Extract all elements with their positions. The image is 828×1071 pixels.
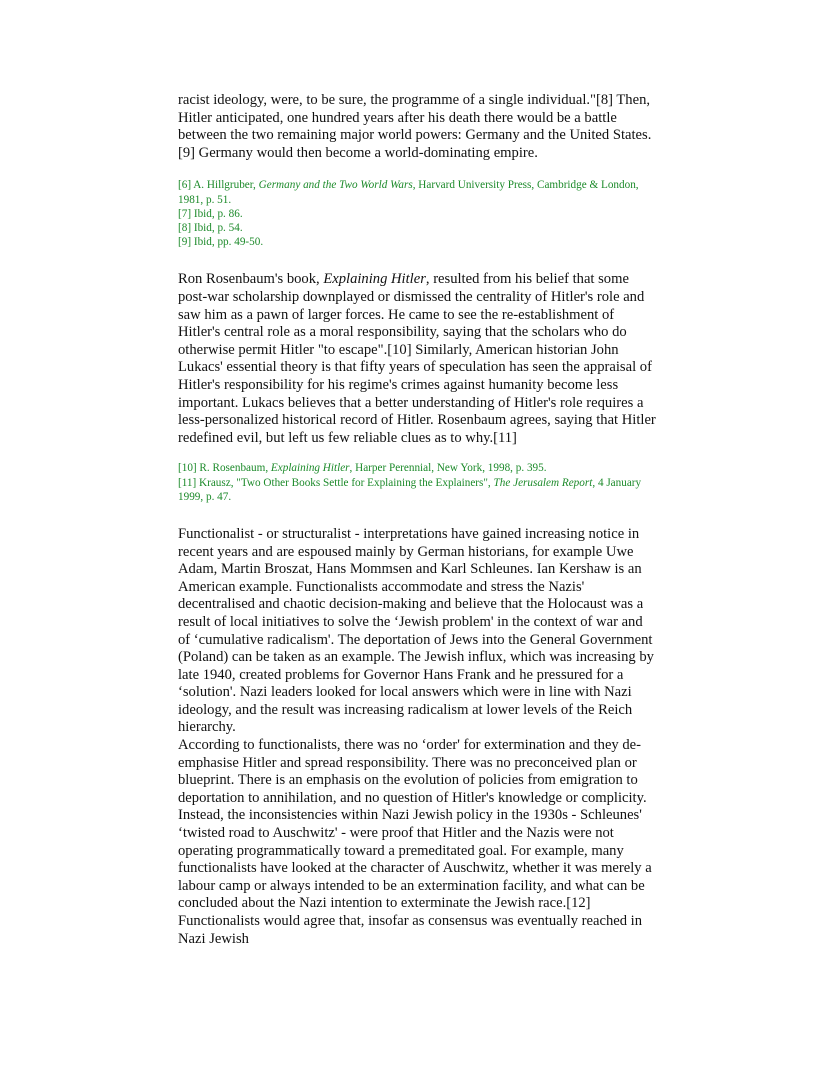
- footnote-8: [8] Ibid, p. 54.: [178, 221, 243, 234]
- paragraph-functionalist-continued: According to functionalists, there was no ‘order' for extermination and they de-emphasise Hitler and spread responsibility. There was no preconceived plan or blueprint. There is an emphasis on the evolution of policies from emigration to deportation to annihilation, and no question of Hitler's knowledge or complicity. Instead, the inconsistencies within Nazi Jewish policy in the 1930s - Schleunes' ‘twisted road to Auschwitz' - were proof that Hitler and the Nazis were not operating programmatically toward a premeditated goal. For example, many functionalists have looked at the character of Auschwitz, whether it was merely a labour camp or always intended to be an extermination facility, and what can be concluded about the Nazi intention to exterminate the Jewish race.[12] Functionalists would agree that, insofar as consensus was eventually reached in Nazi Jewish: [178, 737, 652, 947]
- footnote-11-title: The Jerusalem Report: [493, 476, 593, 489]
- footnote-9: [9] Ibid, pp. 49-50.: [178, 236, 264, 249]
- footnote-6-details: , Harvard University Press, Cambridge & London, 1981, p. 51.: [178, 179, 639, 206]
- paragraph-rosenbaum-body: , resulted from his belief that some post-war scholarship downplayed or dismissed the centrality of Hitler's role and saw him as a pawn of larger forces. He came to see the re-establishment of Hitler's central role as a moral responsibility, saying that the scholars who do otherwise permit Hitler "to escape".[10] Similarly, American historian John Lukacs' essential theory is that fifty years of speculation has seen the appraisal of Hitler's responsibility for his regime's crimes against humanity become less important. Lukacs believes that a better understanding of Hitler's role requires a less-personalized historical record of Hitler. Rosenbaum agrees, saying that Hitler redefined evil, but left us few reliable clues as to why.[11]: [178, 271, 656, 446]
- footnote-6-title: Germany and the Two World Wars: [258, 179, 413, 192]
- footnote-11-text: [11] Krausz, "Two Other Books Settle for Explaining the Explainers",: [178, 476, 494, 489]
- footnotes-group-2: [178, 461, 658, 504]
- paragraph-functionalist: Functionalist - or structuralist - interpretations have gained increasing notice in recent years and are espoused mainly by German historians, for example Uwe Adam, Martin Broszat, Hans Mommsen and Karl Schleunes. Ian Kershaw is an American example. Functionalists accommodate and stress the Nazis' decentralised and chaotic decision-making and believe that the Holocaust was a result of local initiatives to solve the ‘Jewish problem' in the context of war and of ‘cumulative radicalism'. The deportation of Jews into the General Government (Poland) can be taken as an example. The Jewish influx, which was increasing by late 1940, created problems for Governor Hans Frank and he pressured for a ‘solution'. Nazi leaders looked for local answers which were in line with Nazi ideology, and the result was increasing radicalism at lower levels of the Reich hierarchy.: [178, 525, 654, 736]
- paragraph-hillgruber-summary: racist ideology, were, to be sure, the programme of a single individual."[8] Then, Hitler anticipated, one hundred years after his death there would be a battle between the two remaining major world powers: Germany and the United States.[9] Germany would then become a world-dominating empire.: [178, 92, 652, 161]
- footnotes-group-1: [178, 178, 658, 249]
- footnote-10: [178, 461, 658, 475]
- footnote-10-text: [10] R. Rosenbaum,: [178, 462, 271, 475]
- paragraph-rosenbaum-intro: Ron Rosenbaum's book,: [178, 271, 324, 288]
- footnote-10-title: Explaining Hitler: [270, 462, 350, 475]
- book-title: Explaining Hitler: [323, 271, 426, 288]
- footnote-6: [178, 178, 658, 206]
- document-page: [178, 92, 658, 948]
- footnote-11-details: , 4 January 1999, p. 47.: [178, 476, 642, 503]
- footnote-6-text: [6] A. Hillgruber,: [178, 179, 259, 192]
- footnote-7: [7] Ibid, p. 86.: [178, 207, 243, 220]
- paragraph-rosenbaum: [178, 271, 658, 447]
- footnote-10-details: , Harper Perennial, New York, 1998, p. 395.: [349, 462, 547, 475]
- footnote-11: [178, 476, 658, 504]
